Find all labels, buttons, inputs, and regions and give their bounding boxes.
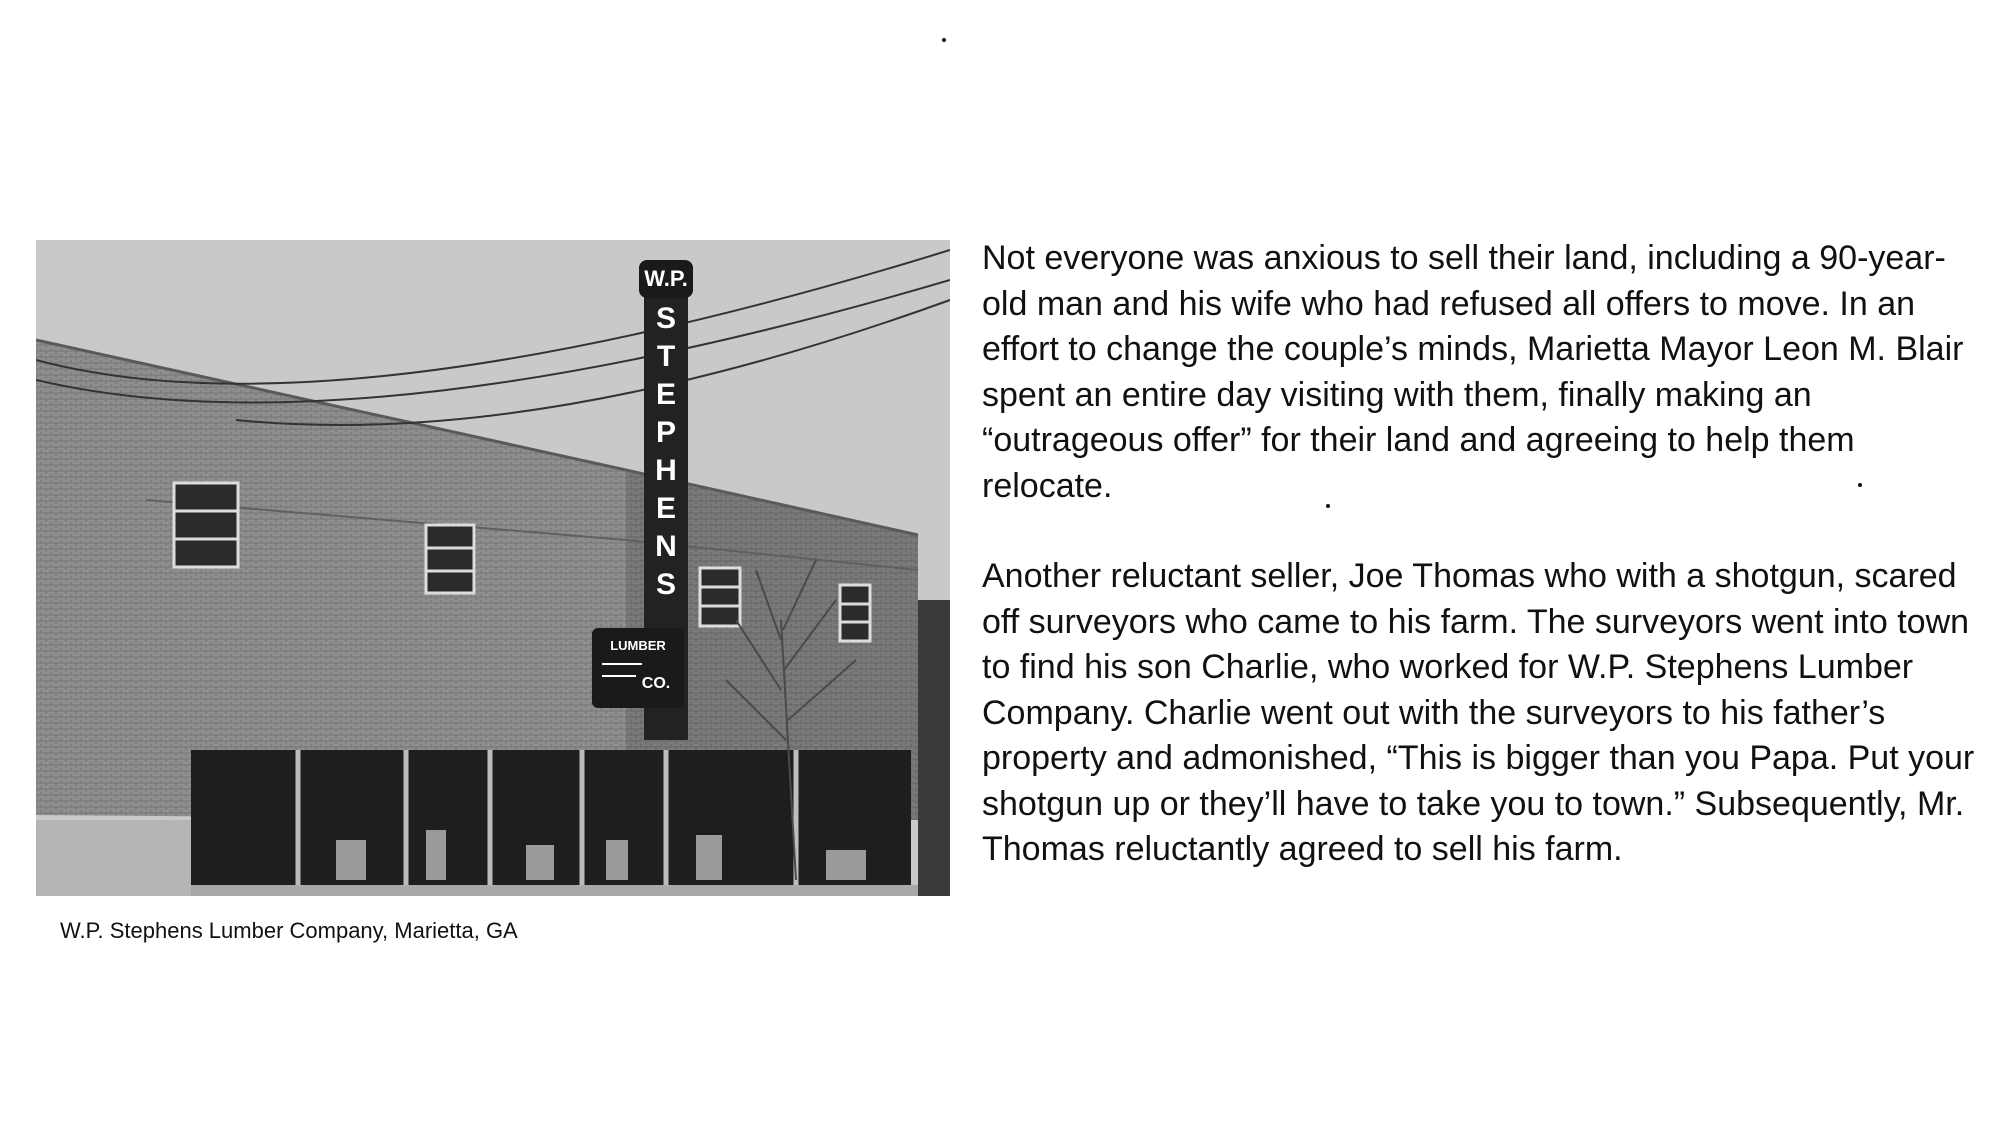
sign-letter: E [655, 492, 677, 525]
sign-letter: T [656, 340, 676, 373]
sign-letter: H [655, 454, 677, 487]
sign-top-text: W.P. [644, 266, 688, 291]
photo-illustration [36, 240, 950, 896]
sign-lower-text: LUMBER [610, 638, 666, 653]
lumber-company-photo [36, 240, 950, 896]
sign-letter: S [655, 302, 677, 335]
paragraph: Not everyone was anxious to sell their land, including a 90-year-old man and his wife who had refused all offers to move. In an effort to change the couple’s minds, Marietta Mayor Leon M. Blair spent an entire day visiting with them, finally making an “outrageous offer” for their land and agreeing to help them relocate. [982, 239, 1964, 505]
sign-letter: E [655, 378, 677, 411]
sign-lower-text: CO. [641, 675, 671, 692]
photo-caption: W.P. Stephens Lumber Company, Marietta, GA [60, 918, 518, 943]
paragraph-gap [982, 509, 1982, 554]
sign-letter: P [655, 416, 677, 449]
paragraph: Another reluctant seller, Joe Thomas who with a shotgun, scared off surveyors who came to his farm. The surveyors went into town to find his son Charlie, who worked for W.P. Stephens Lumber Company. Charlie went out with the surveyors to his father’s property and admonished, “This is bigger than you Papa. Put your shotgun up or they’ll have to take you to town.” Subsequently, Mr. Thomas reluctantly agreed to sell his farm. [982, 557, 1975, 868]
sign-letter: N [655, 530, 677, 563]
sign-letter: S [655, 568, 677, 601]
stray-dot [942, 38, 946, 42]
body-text [982, 236, 1982, 873]
